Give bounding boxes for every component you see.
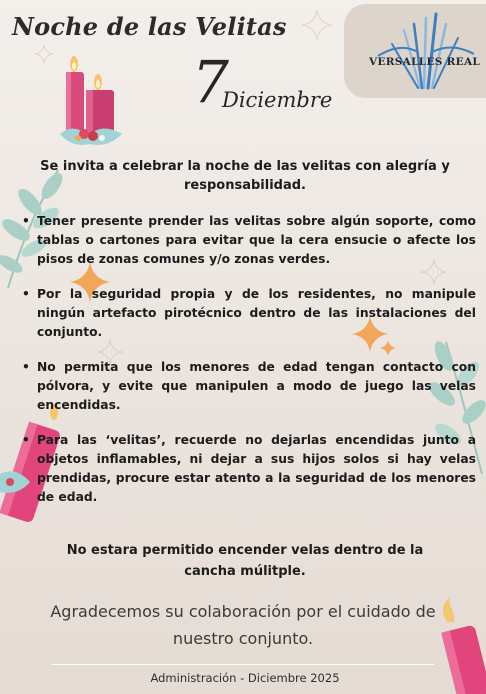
thanks-message: Agradecemos su colaboración por el cuidado de nuestro conjunto. <box>50 602 436 648</box>
bullet-icon: • <box>22 433 30 447</box>
footer-text: Administración - Diciembre 2025 <box>150 671 340 685</box>
date-month: Diciembre <box>222 88 333 112</box>
bullet-icon: • <box>22 287 30 301</box>
rule-text: Para las ‘velitas’, recuerde no dejarlas encendidas junto a objetos inflamables, ni dejar a sus hijos solos si hay velas prendidas, procure estar atento a la seguridad de los menores de edad. <box>37 433 476 504</box>
bullet-icon: • <box>22 360 30 374</box>
candles-illustration <box>56 52 132 148</box>
logo-wordmark: VERSALLES REAL <box>369 56 481 68</box>
rule-text: Por la seguridad propia y de los residentes, no manipule ningún artefacto pirotécnico dentro de las instalaciones del conjunto. <box>37 287 476 339</box>
intro-text: Se invita a celebrar la noche de las velitas con alegría y responsabilidad. <box>40 159 450 193</box>
rule-text: No permita que los menores de edad tengan contacto con pólvora, y evite que manipulen a modo de juego las velas encendidas. <box>37 360 476 412</box>
footer-divider <box>52 664 434 665</box>
restriction-note: No estara permitido encender velas dentro de la cancha múlitple. <box>66 543 424 579</box>
rule-item <box>22 358 476 415</box>
rule-item <box>22 212 476 269</box>
date-day: 7 <box>192 48 229 116</box>
rule-item <box>22 431 476 507</box>
sun-rays-icon <box>370 8 480 96</box>
page-title: Noche de las Velitas <box>12 12 287 41</box>
sparkle-outline-icon <box>300 8 334 42</box>
sparkle-outline-icon <box>34 44 54 64</box>
rules-list <box>22 212 476 523</box>
rule-text: Tener presente prender las velitas sobre algún soporte, como tablas o cartones para evitar que la cera ensucie o afecte los pisos de zonas comunes y/o zonas verdes. <box>37 214 476 266</box>
bullet-icon: • <box>22 214 30 228</box>
rule-item <box>22 285 476 342</box>
